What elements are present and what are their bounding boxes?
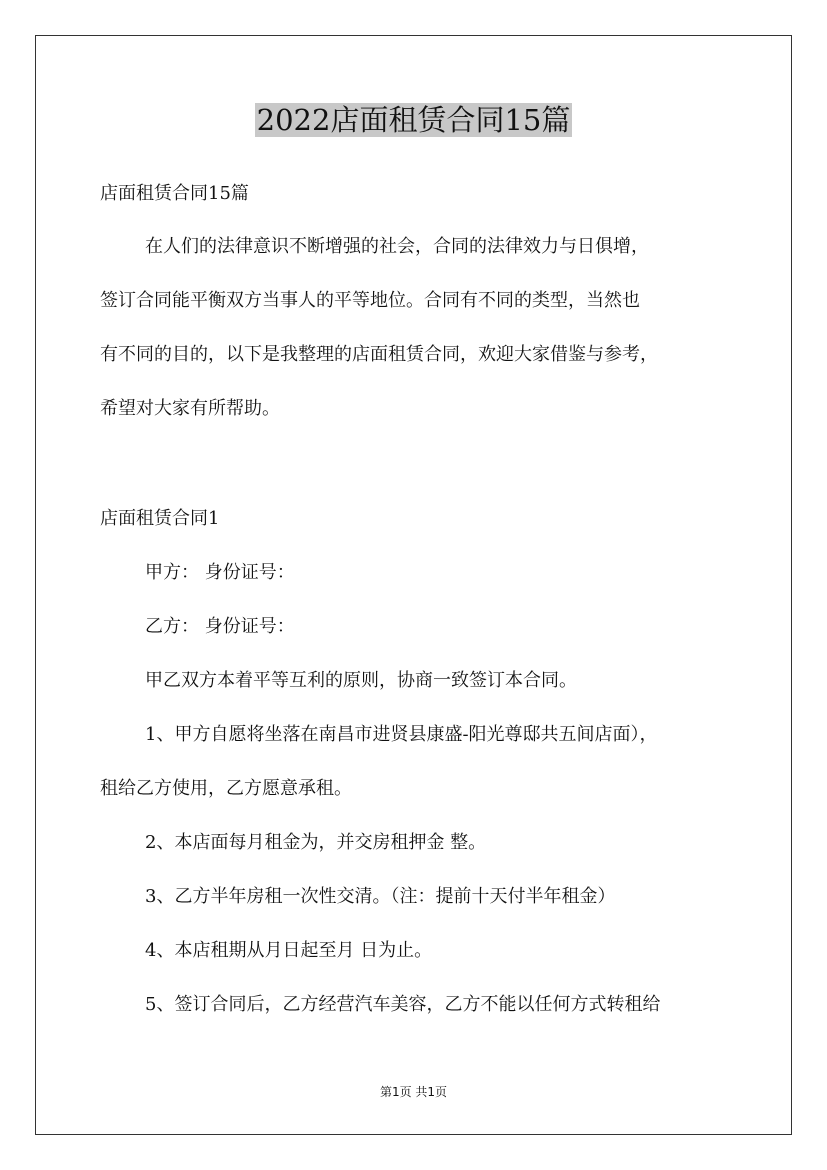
clause-3: 3、乙方半年房租一次性交清。（注：提前十天付半年租金） — [145, 886, 616, 907]
intro-line-4: 希望对大家有所帮助。 — [100, 398, 280, 419]
clause-1-continued: 租给乙方使用，乙方愿意承租。 — [100, 778, 352, 799]
intro-line-1: 在人们的法律意识不断增强的社会，合同的法律效力与日俱增， — [145, 236, 649, 257]
clause-5: 5、签订合同后，乙方经营汽车美容，乙方不能以任何方式转租给 — [145, 994, 661, 1015]
clause-2: 2、本店面每月租金为，并交房租押金 整。 — [145, 832, 487, 853]
document-title: 2022店面租赁合同15篇 — [256, 103, 571, 137]
party-a-line: 甲方： 身份证号： — [145, 562, 295, 583]
page-footer: 第1页 共1页 — [379, 1085, 448, 1099]
section-heading: 店面租赁合同1 — [100, 508, 220, 529]
party-b-line: 乙方： 身份证号： — [145, 616, 295, 637]
intro-line-2: 签订合同能平衡双方当事人的平等地位。合同有不同的类型，当然也 — [100, 290, 640, 311]
clause-1: 1、甲方自愿将坐落在南昌市进贤县康盛-阳光尊邸共五间店面）， — [145, 724, 658, 745]
clause-4: 4、本店租期从月日起至月 日为止。 — [145, 940, 433, 961]
document-subtitle: 店面租赁合同15篇 — [100, 183, 249, 204]
intro-line-3: 有不同的目的，以下是我整理的店面租赁合同，欢迎大家借鉴与参考， — [100, 344, 658, 365]
clause-preamble: 甲乙双方本着平等互利的原则，协商一致签订本合同。 — [145, 670, 577, 691]
